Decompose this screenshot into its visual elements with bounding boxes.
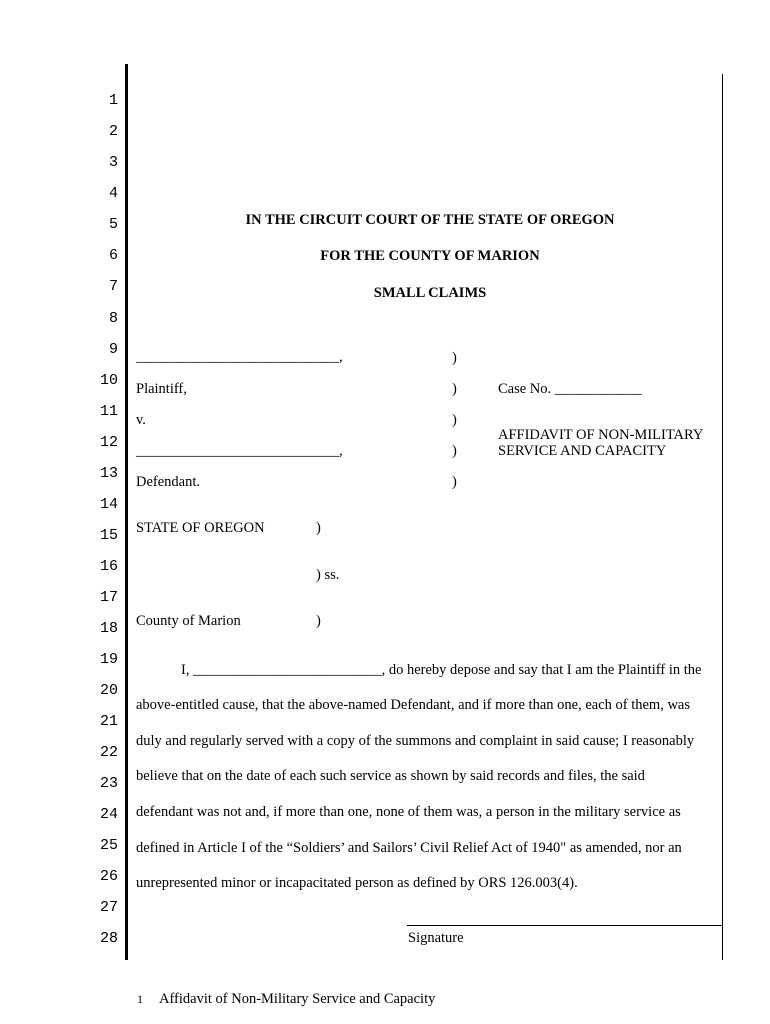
division-heading: SMALL CLAIMS [373,285,487,301]
defendant-label: Defendant. [136,474,201,490]
line-number: 13 [99,465,118,482]
body-line: defendant was not and, if more than one, none of them was, a person in the military service as [136,804,681,820]
body-line: duly and regularly served with a copy of the summons and complaint in said cause; I reasonably [136,733,695,749]
line-number: 9 [108,341,118,358]
county-heading: FOR THE COUNTY OF MARION [320,248,540,264]
line-number: 19 [99,651,118,668]
line-number: 7 [108,278,118,295]
line-number: 16 [99,558,118,575]
line-number: 24 [99,806,118,823]
document-title-line1: AFFIDAVIT OF NON-MILITARY [498,427,704,443]
line-number: 28 [99,930,118,947]
venue-county: County of Marion [136,613,241,629]
line-number: 3 [108,154,118,171]
venue-paren: ) [316,613,321,629]
line-number: 21 [99,713,118,730]
document-title-line2: SERVICE AND CAPACITY [498,443,667,459]
caption-paren: ) [452,443,457,459]
line-number: 15 [99,527,118,544]
venue-paren: ) [316,520,321,536]
line-number: 27 [99,899,118,916]
body-line: believe that on the date of each such service as shown by said records and files, the said [136,768,645,784]
line-number: 1 [108,92,118,109]
line-number: 17 [99,589,118,606]
case-number-field[interactable]: Case No. ____________ [498,381,642,397]
signature-label: Signature [408,930,464,946]
line-number: 12 [99,434,118,451]
caption-paren: ) [452,474,457,490]
left-margin-rule [125,64,128,960]
caption-paren: ) [452,381,457,397]
court-heading: IN THE CIRCUIT COURT OF THE STATE OF OREGON [245,212,615,228]
line-number: 23 [99,775,118,792]
body-line: above-entitled cause, that the above-named Defendant, and if more than one, each of them, was [136,697,690,713]
footer-title: Affidavit of Non-Military Service and Capacity [159,991,436,1007]
line-number: 22 [99,744,118,761]
line-number: 20 [99,682,118,699]
body-line: I, __________________________, do hereby depose and say that I am the Plaintiff in the [181,662,702,678]
line-number: 18 [99,620,118,637]
footer-page-number: 1 [137,992,143,1006]
line-number: 6 [108,247,118,264]
venue-ss: ) ss. [316,567,340,583]
line-number: 8 [108,310,118,327]
line-number: 2 [108,123,118,140]
caption-paren: ) [452,350,457,366]
line-number: 11 [99,403,118,420]
line-number: 14 [99,496,118,513]
line-number: 25 [99,837,118,854]
line-number: 10 [99,372,118,389]
versus-label: v. [136,412,146,428]
venue-state: STATE OF OREGON [136,520,265,536]
plaintiff-label: Plaintiff, [136,381,187,397]
caption-paren: ) [452,412,457,428]
line-number: 26 [99,868,118,885]
line-number: 4 [108,185,118,202]
body-line: unrepresented minor or incapacitated person as defined by ORS 126.003(4). [136,875,578,891]
right-margin-rule [722,74,723,960]
line-number: 5 [108,216,118,233]
defendant-name-blank[interactable]: ____________________________, [136,443,343,459]
body-line: defined in Article I of the “Soldiers’ and Sailors’ Civil Relief Act of 1940" as amended, nor an [136,840,682,856]
signature-line[interactable] [407,925,723,926]
plaintiff-name-blank[interactable]: ____________________________, [136,349,343,365]
